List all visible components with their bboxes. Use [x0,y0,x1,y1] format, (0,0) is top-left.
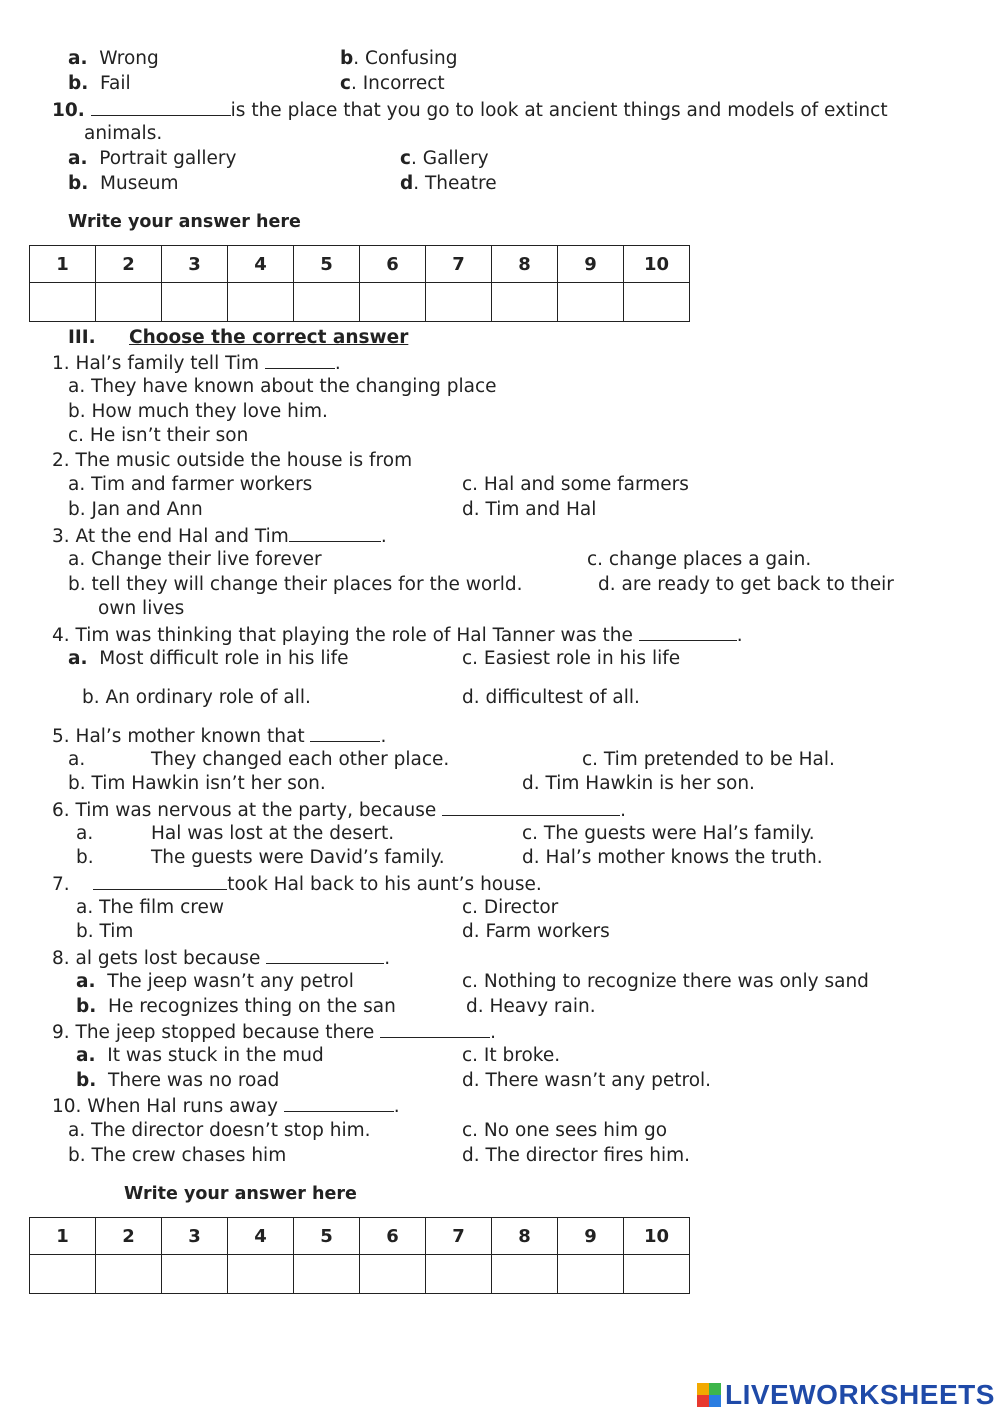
answer-cell[interactable] [624,1255,690,1294]
q9-option-c: c. It broke. [462,1045,561,1066]
q3-option-c: c. change places a gain. [587,549,812,570]
answer-cell[interactable] [558,1255,624,1294]
q6-option-b-letter: b. [76,847,94,868]
answer-cell[interactable] [426,283,492,322]
q10b-stem: 10. When Hal runs away . [52,1093,400,1119]
q6-stem: 6. Tim was nervous at the party, because . [52,797,626,823]
answer-header: 2 [96,246,162,283]
q3-option-a: a. Change their live forever [68,549,322,570]
answer-label-1: Write your answer here [68,212,301,232]
answer-header: 9 [558,246,624,283]
q10b-blank[interactable] [284,1093,394,1112]
q7-option-c: c. Director [462,897,559,918]
q5-option-d: d. Tim Hawkin is her son. [522,773,755,794]
q7-option-b: b. Tim [76,921,134,942]
q6-option-b: The guests were David’s family. [151,847,445,868]
answer-header: 10 [624,1218,690,1255]
q5-option-b: b. Tim Hawkin isn’t her son. [68,773,326,794]
q10-stem-cont: animals. [84,123,163,144]
q10b-option-d: d. The director fires him. [462,1145,691,1166]
answer-header: 1 [30,1218,96,1255]
answer-cell[interactable] [360,283,426,322]
q7-option-d: d. Farm workers [462,921,610,942]
answer-header: 6 [360,1218,426,1255]
answer-table-1 [29,245,690,322]
q9-option-d: d. There wasn’t any petrol. [462,1070,712,1091]
q3-option-d: d. are ready to get back to their [598,574,894,595]
q8-blank[interactable] [266,945,384,964]
q9-option-a: a. Wrong [68,48,159,69]
answer-header: 9 [558,1218,624,1255]
q10b-option-b: b. The crew chases him [68,1145,287,1166]
section-title: Choose the correct answer [129,327,409,348]
q8-option-d: d. Heavy rain. [466,996,596,1017]
q3-blank[interactable] [289,523,381,542]
q9-stem: 9. The jeep stopped because there . [52,1019,496,1045]
q5-option-a-letter: a. [68,749,86,770]
liveworksheets-logo-text: LIVEWORKSHEETS [725,1379,995,1410]
q8-option-a: a. The jeep wasn’t any petrol [76,971,354,992]
q6-blank[interactable] [442,797,620,816]
answer-header: 7 [426,246,492,283]
q4-option-b: b. An ordinary role of all. [82,687,311,708]
q4-blank[interactable] [639,622,737,641]
q2-option-b: b. Jan and Ann [68,499,203,520]
q4-option-a: a. Most difficult role in his life [68,648,349,669]
answer-header: 3 [162,246,228,283]
q1-option-c: c. He isn’t their son [68,425,249,446]
answer-header: 5 [294,246,360,283]
liveworksheets-logo[interactable] [697,1378,995,1412]
q3-option-b: b. tell they will change their places for the world. [68,574,523,595]
q6-option-d: d. Hal’s mother knows the truth. [522,847,823,868]
answer-header: 6 [360,246,426,283]
answer-header: 4 [228,246,294,283]
q10-option-b: b. Museum [68,173,179,194]
answer-cell[interactable] [96,1255,162,1294]
answer-table-2 [29,1217,690,1294]
answer-header: 10 [624,246,690,283]
q9-blank[interactable] [380,1019,490,1038]
q8-option-b: b. He recognizes thing on the san [76,996,396,1017]
answer-cell[interactable] [492,283,558,322]
answer-header: 3 [162,1218,228,1255]
answer-cell[interactable] [492,1255,558,1294]
answer-cell[interactable] [558,283,624,322]
q8-option-c: c. Nothing to recognize there was only sand [462,971,869,992]
liveworksheets-logo-icon [697,1383,721,1407]
answer-header: 1 [30,246,96,283]
q7-option-a: a. The film crew [76,897,224,918]
answer-cell[interactable] [228,1255,294,1294]
q1-blank[interactable] [265,350,335,369]
answer-header: 8 [492,1218,558,1255]
q6-option-a-letter: a. [76,823,94,844]
q1-option-b: b. How much they love him. [68,401,328,422]
logo-square [709,1395,721,1407]
q4-option-c: c. Easiest role in his life [462,648,681,669]
q7-stem: 7. took Hal back to his aunt’s house. [52,871,542,897]
answer-header: 4 [228,1218,294,1255]
answer-cell[interactable] [624,283,690,322]
q10b-option-a: a. The director doesn’t stop him. [68,1120,371,1141]
section-numeral: III. [68,327,96,348]
q2-stem: 2. The music outside the house is from [52,450,413,471]
q2-option-c: c. Hal and some farmers [462,474,689,495]
answer-cell[interactable] [30,283,96,322]
q5-stem: 5. Hal’s mother known that . [52,723,386,749]
answer-label-2: Write your answer here [124,1184,357,1204]
answer-cell[interactable] [162,283,228,322]
answer-cell[interactable] [96,283,162,322]
answer-cell[interactable] [30,1255,96,1294]
q4-stem: 4. Tim was thinking that playing the role of Hal Tanner was the . [52,622,743,648]
q5-blank[interactable] [310,723,380,742]
answer-cell[interactable] [162,1255,228,1294]
q10-blank[interactable] [91,97,231,116]
q8-stem: 8. al gets lost because . [52,945,390,971]
q10-option-d: d. Theatre [400,173,497,194]
q4-option-d: d. difficultest of all. [462,687,640,708]
q9-option-b2: b. Fail [68,73,131,94]
q10-stem: 10. is the place that you go to look at ancient things and models of extinct [52,97,888,123]
answer-cell[interactable] [228,283,294,322]
answer-cell[interactable] [294,1255,360,1294]
logo-square [697,1383,709,1395]
logo-square [697,1395,709,1407]
answer-header: 2 [96,1218,162,1255]
answer-header: 7 [426,1218,492,1255]
q9-option-a: a. It was stuck in the mud [76,1045,324,1066]
q10-option-a: a. Portrait gallery [68,148,237,169]
q6-option-c: c. The guests were Hal’s family. [522,823,815,844]
q9-option-b: b. There was no road [76,1070,280,1091]
q9-option-b: b. Confusing [340,48,458,69]
q2-option-d: d. Tim and Hal [462,499,597,520]
q10-option-c: c. Gallery [400,148,489,169]
q1-option-a: a. They have known about the changing place [68,376,497,397]
answer-cell[interactable] [360,1255,426,1294]
answer-cell[interactable] [426,1255,492,1294]
q9-option-c: c. Incorrect [340,73,445,94]
q1-stem: 1. Hal’s family tell Tim . [52,350,341,376]
q3-option-d-cont: own lives [98,598,185,619]
q6-option-a: Hal was lost at the desert. [151,823,395,844]
answer-header: 8 [492,246,558,283]
q5-option-c: c. Tim pretended to be Hal. [582,749,835,770]
q3-stem: 3. At the end Hal and Tim . [52,523,387,549]
answer-header: 5 [294,1218,360,1255]
q10b-option-c: c. No one sees him go [462,1120,668,1141]
q5-option-a: They changed each other place. [151,749,450,770]
q2-option-a: a. Tim and farmer workers [68,474,313,495]
logo-square [709,1383,721,1395]
answer-cell[interactable] [294,283,360,322]
q7-blank[interactable] [93,871,227,890]
